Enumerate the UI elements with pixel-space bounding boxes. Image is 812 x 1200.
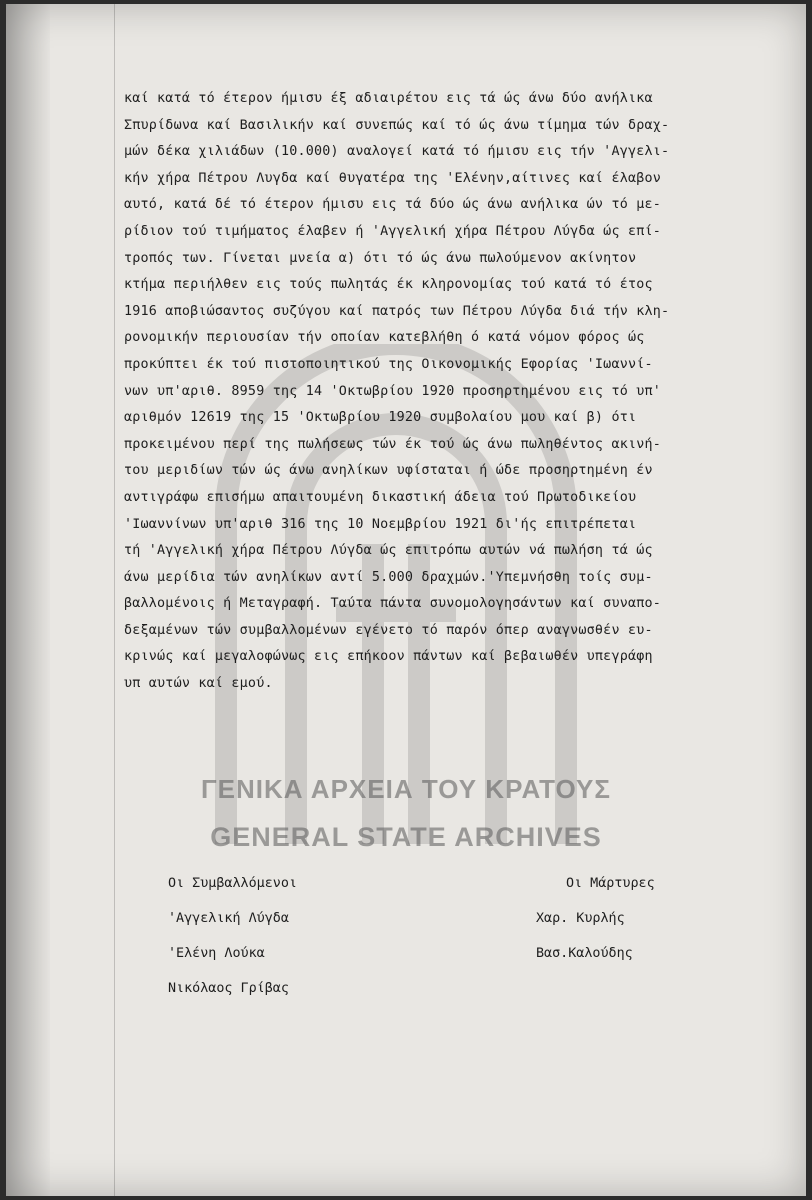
text-line: Σπυρίδωνα καί Βασιλικήν καί συνεπώς καί τό ώς άνω τίμημα τών δραχ- <box>124 117 670 133</box>
text-line: προκύπτει έκ τού πιστοποιητικού της Οικονομικής Εφορίας 'Ιωαννί- <box>124 356 653 372</box>
text-line: αντιγράφω επισήμω απαιτουμένη δικαστική άδεια τού Πρωτοδικείου <box>124 489 637 505</box>
text-line: κήν χήρα Πέτρου Λυγδα καί θυγατέρα της 'Ελένην,αίτινες καί έλαβον <box>124 170 662 186</box>
text-line: 'Ιωαννίνων υπ'αριθ 316 της 10 Νοεμβρίου 1921 δι'ής επιτρέπεται <box>124 516 637 532</box>
text-line: υπ αυτών καί εμού. <box>124 676 273 692</box>
party-name: 'Αγγελική Λύγδα <box>168 911 289 926</box>
witness-name: Βασ.Καλούδης <box>536 946 633 961</box>
text-line: νων υπ'αριθ. 8959 της 14 'Οκτωβρίου 1920 προσηρτημένου εις τό υπ' <box>124 383 662 399</box>
text-line: 1916 αποβιώσαντος συζύγου καί πατρός των Πέτρου Λύγδα διά τήν κλη- <box>124 303 670 319</box>
margin-rule <box>114 4 115 1196</box>
page-edge-shadow <box>6 4 50 1196</box>
text-line: καί κατά τό έτερον ήμισυ έξ αδιαιρέτου εις τά ώς άνω δύο ανήλικα <box>124 91 653 106</box>
text-line: αριθμόν 12619 της 15 'Οκτωβρίου 1920 συμβολαίου μου καί β) ότι <box>124 410 637 426</box>
text-line: ρίδιον τού τιμήματος έλαβεν ή 'Αγγελική χήρα Πέτρου Λύγδα ώς επί- <box>124 223 662 239</box>
text-line: προκειμένου περί της πωλήσεως τών έκ τού ώς άνω πωληθέντος ακινή- <box>124 436 662 452</box>
watermark-text-greek: ΓΕΝΙΚΑ ΑΡΧΕΙΑ ΤΟΥ ΚΡΑΤΟΥΣ <box>201 774 611 804</box>
text-line: ρονομικήν περιουσίαν τήν οποίαν κατεβλήθη ό κατά νόμον φόρος ώς <box>124 330 645 346</box>
party-name: Νικόλαος Γρίβας <box>168 981 289 996</box>
text-line: μών δέκα χιλιάδων (10.000) αναλογεί κατά τό ήμισυ εις τήν 'Αγγελι- <box>124 144 670 160</box>
text-line: τή 'Αγγελική χήρα Πέτρου Λύγδα ώς επιτρόπω αυτών νά πωλήση τά ώς <box>124 543 653 559</box>
text-line: αυτό, κατά δέ τό έτερον ήμισυ εις τά δύο ώς άνω ανήλικα ών τό με- <box>124 197 662 213</box>
witness-name: Χαρ. Κυρλής <box>536 911 625 926</box>
document-page <box>6 4 806 1196</box>
contracting-parties-block <box>168 866 297 1006</box>
watermark-text-english: GENERAL STATE ARCHIVES <box>210 822 602 852</box>
witnesses-block <box>536 866 655 971</box>
text-line: κρινώς καί μεγαλοφώνως εις επήκοον πάντων καί βεβαιωθέν υπεγράφη <box>124 649 653 665</box>
party-name: 'Ελένη Λούκα <box>168 946 265 961</box>
contracting-parties-heading: Οι Συμβαλλόμενοι <box>168 876 297 891</box>
text-line: βαλλομένοις ή Μεταγραφή. Ταύτα πάντα συνομολογησάντων καί συναπο- <box>124 596 662 612</box>
contract-body-text <box>124 86 790 698</box>
text-line: του μεριδίων τών ώς άνω ανηλίκων υφίσταται ή ώδε προσηρτημένη έν <box>124 463 653 479</box>
text-line: τροπός των. Γίνεται μνεία α) ότι τό ώς άνω πωλούμενον ακίνητον <box>124 250 637 266</box>
witnesses-heading: Οι Μάρτυρες <box>566 876 655 891</box>
text-line: κτήμα περιήλθεν εις τούς πωλητάς έκ κληρονομίας τού κατά τό έτος <box>124 277 653 293</box>
text-line: δεξαμένων τών συμβαλλομένων εγένετο τό παρόν όπερ αναγνωσθέν ευ- <box>124 622 653 638</box>
text-line: άνω μερίδια τών ανηλίκων αντί 5.000 δραχμών.'Υπεμνήσθη τοίς συμ- <box>124 569 653 585</box>
